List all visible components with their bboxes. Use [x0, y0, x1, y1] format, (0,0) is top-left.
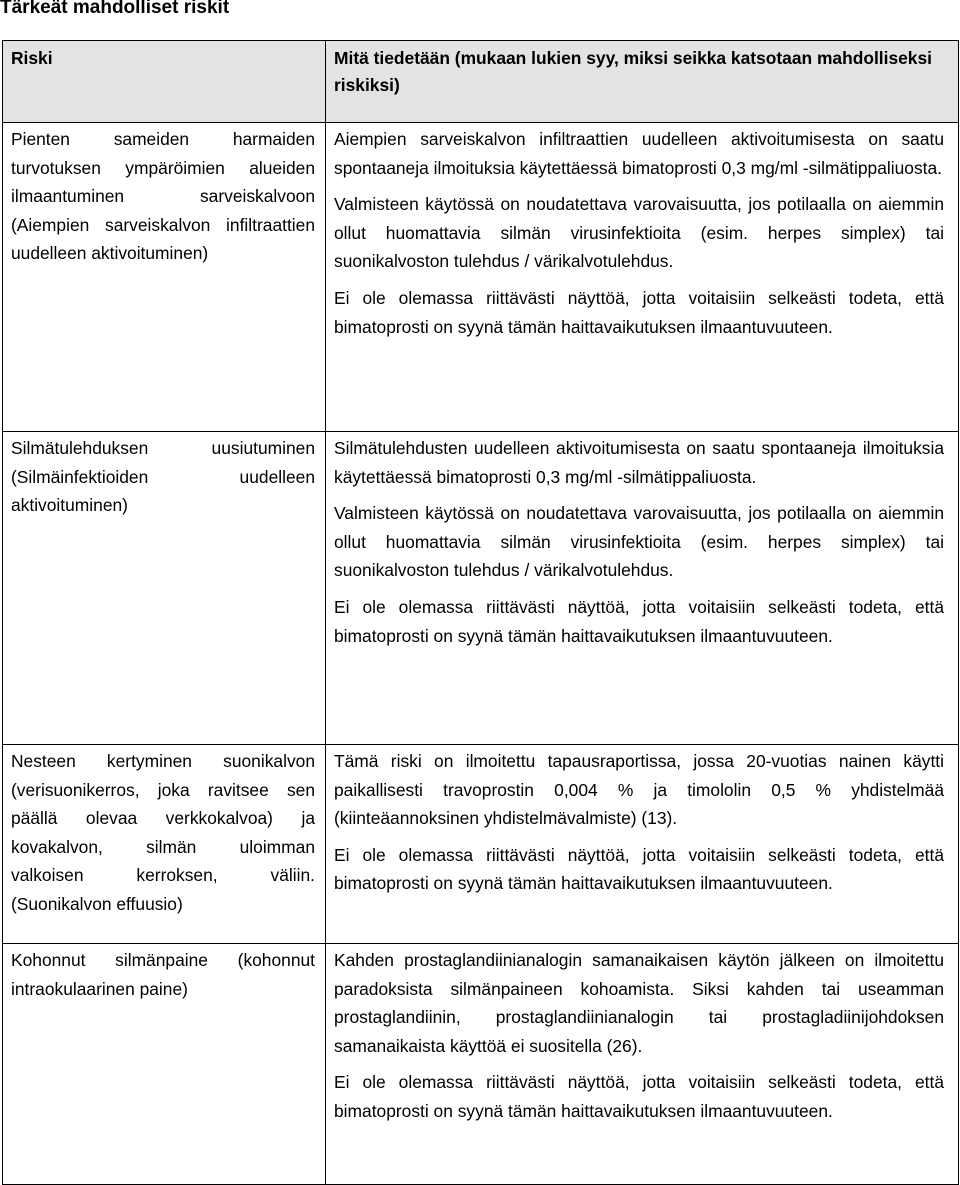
info-cell — [326, 944, 959, 1185]
risk-cell: Pienten sameiden harmaiden turvotuksen ympäröimien alueiden ilmaantuminen sarveiskalvoon (Aiempien sarveiskalvon infiltraattien uudelleen aktivoituminen) — [3, 123, 326, 432]
header-risk: Riski — [3, 41, 326, 123]
table-row — [3, 944, 959, 1185]
header-known-info: Mitä tiedetään (mukaan lukien syy, miksi seikka katsotaan mahdolliseksi riskiksi) — [326, 41, 959, 123]
info-paragraph: Ei ole olemassa riittävästi näyttöä, jotta voitaisiin selkeästi todeta, että bimatoprosti on syynä tämän haittavaikutuksen ilmaantuvuuteen. — [334, 1072, 944, 1121]
info-cell — [326, 123, 959, 432]
info-cell — [326, 432, 959, 745]
info-paragraph: Silmätulehdusten uudelleen aktivoitumisesta on saatu spontaaneja ilmoituksia käytettäessä bimatoprosti 0,3 mg/ml -silmätippaliuosta. — [334, 438, 944, 487]
info-paragraph: Valmisteen käytössä on noudatettava varovaisuutta, jos potilaalla on aiemmin ollut huomattavia silmän virusinfektioita (esim. herpes simplex) tai suonikalvoston tulehdus / värikalvotulehdus. — [334, 194, 944, 272]
info-paragraph: Ei ole olemassa riittävästi näyttöä, jotta voitaisiin selkeästi todeta, että bimatoprosti on syynä tämän haittavaikutuksen ilmaantuvuuteen. — [334, 596, 944, 646]
info-paragraph: Tämä riski on ilmoitettu tapausraportissa, jossa 20-vuotias nainen käytti paikallisesti travoprostin 0,004 % ja timololin 0,5 % yhdistelmää (kiinteäannoksinen yhdistelmävalmiste) (13). — [334, 751, 944, 829]
risk-cell: Kohonnut silmänpaine (kohonnut intraokulaarinen paine) — [3, 944, 326, 1185]
info-paragraph: Valmisteen käytössä on noudatettava varovaisuutta, jos potilaalla on aiemmin ollut huomattavia silmän virusinfektioita (esim. herpes simplex) tai suonikalvoston tulehdus / värikalvotulehdus. — [334, 503, 944, 581]
info-cell — [326, 745, 959, 944]
risk-table — [2, 40, 959, 1185]
table-row — [3, 123, 959, 432]
info-paragraph: Ei ole olemassa riittävästi näyttöä, jotta voitaisiin selkeästi todeta, että bimatoprosti on syynä tämän haittavaikutuksen ilmaantuvuuteen. — [334, 844, 944, 894]
section-title: Tärkeät mahdolliset riskit — [0, 0, 230, 18]
info-paragraph: Ei ole olemassa riittävästi näyttöä, jotta voitaisiin selkeästi todeta, että bimatoprosti on syynä tämän haittavaikutuksen ilmaantuvuuteen. — [334, 287, 944, 337]
table-header-row — [3, 41, 959, 123]
info-paragraph: Aiempien sarveiskalvon infiltraattien uudelleen aktivoitumisesta on saatu spontaaneja ilmoituksia käytettäessä bimatoprosti 0,3 mg/ml -silmätippaliuosta. — [334, 129, 944, 178]
risk-cell: Silmätulehduksen uusiutuminen (Silmäinfektioiden uudelleen aktivoituminen) — [3, 432, 326, 745]
info-paragraph: Kahden prostaglandiinianalogin samanaikaisen käytön jälkeen on ilmoitettu paradoksista silmänpaineen kohoamista. Siksi kahden tai useamman prostaglandiinin, prostaglandiinianalogin tai prostagladiinijohdoksen samanaikaista käyttöä ei suositella (26). — [334, 950, 944, 1056]
table-row — [3, 432, 959, 745]
risk-cell: Nesteen kertyminen suonikalvon (verisuonikerros, joka ravitsee sen päällä olevaa verkkokalvoa) ja kovakalvon, silmän uloimman valkoisen kerroksen, väliin. (Suonikalvon effuusio) — [3, 745, 326, 944]
table-row — [3, 745, 959, 944]
